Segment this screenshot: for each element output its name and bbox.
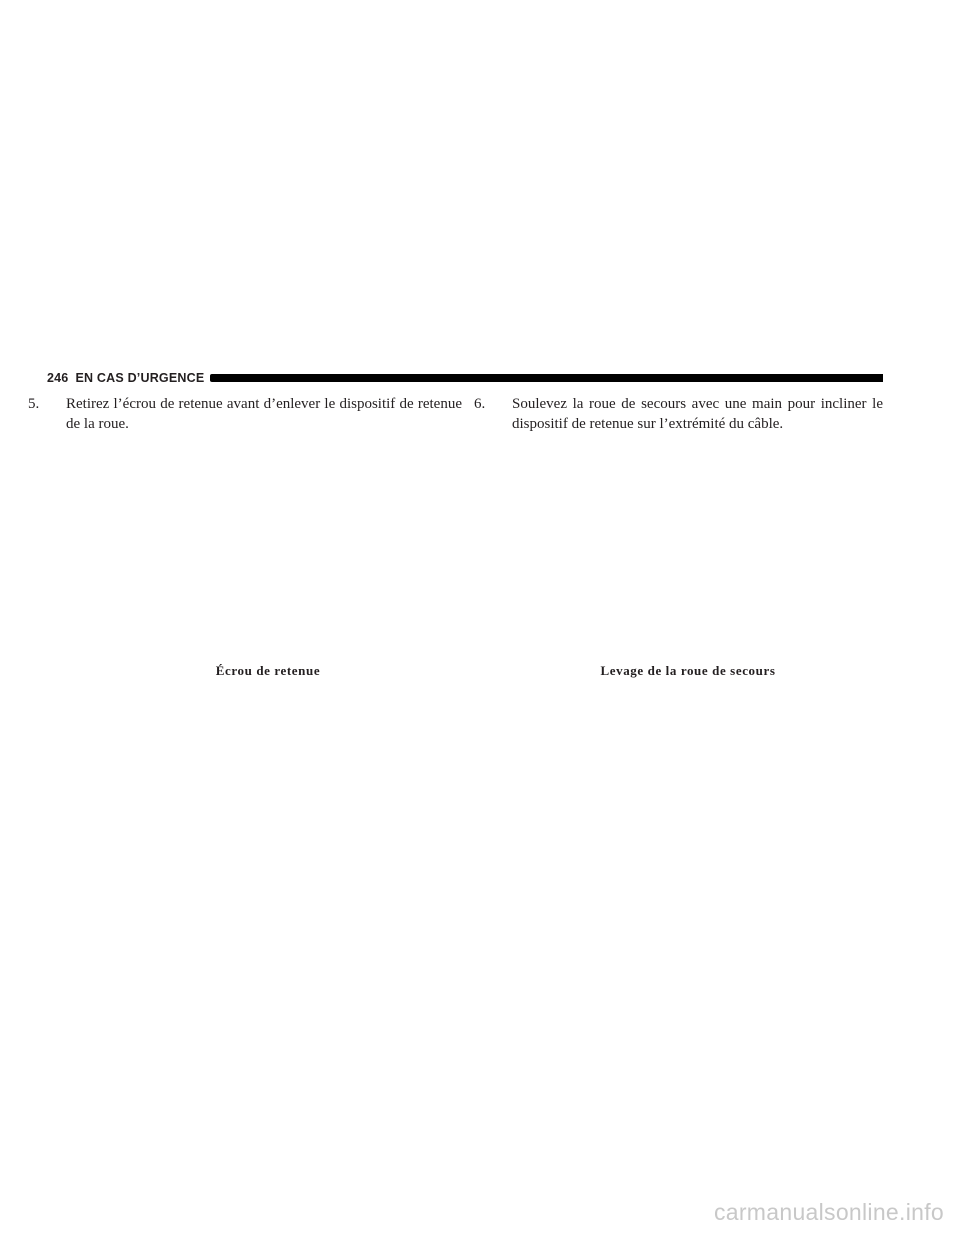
header-rule: [210, 374, 883, 382]
step-6-text: Soulevez la roue de secours avec une main pour incliner le dispositif de retenue sur l’extrémité du câble.: [512, 396, 883, 432]
figure-caption-lifting-spare: Levage de la roue de secours: [600, 663, 776, 678]
page-header: [47, 370, 883, 386]
step-5-text: Retirez l’écrou de retenue avant d’enlever le dispositif de retenue de la roue.: [66, 396, 462, 432]
figure-caption-retaining-nut: Écrou de retenue: [215, 663, 321, 678]
figure-retaining-nut: [47, 440, 462, 658]
section-title: EN CAS D’URGENCE: [75, 371, 205, 385]
figure-lifting-spare: [493, 440, 883, 658]
step-6-number: 6.: [474, 396, 486, 412]
page-number: 246: [47, 371, 69, 385]
step-5-number: 5.: [28, 396, 40, 412]
step-5: [28, 394, 462, 434]
step-6: [474, 394, 883, 434]
watermark: carmanualsonline.info: [713, 1199, 944, 1225]
